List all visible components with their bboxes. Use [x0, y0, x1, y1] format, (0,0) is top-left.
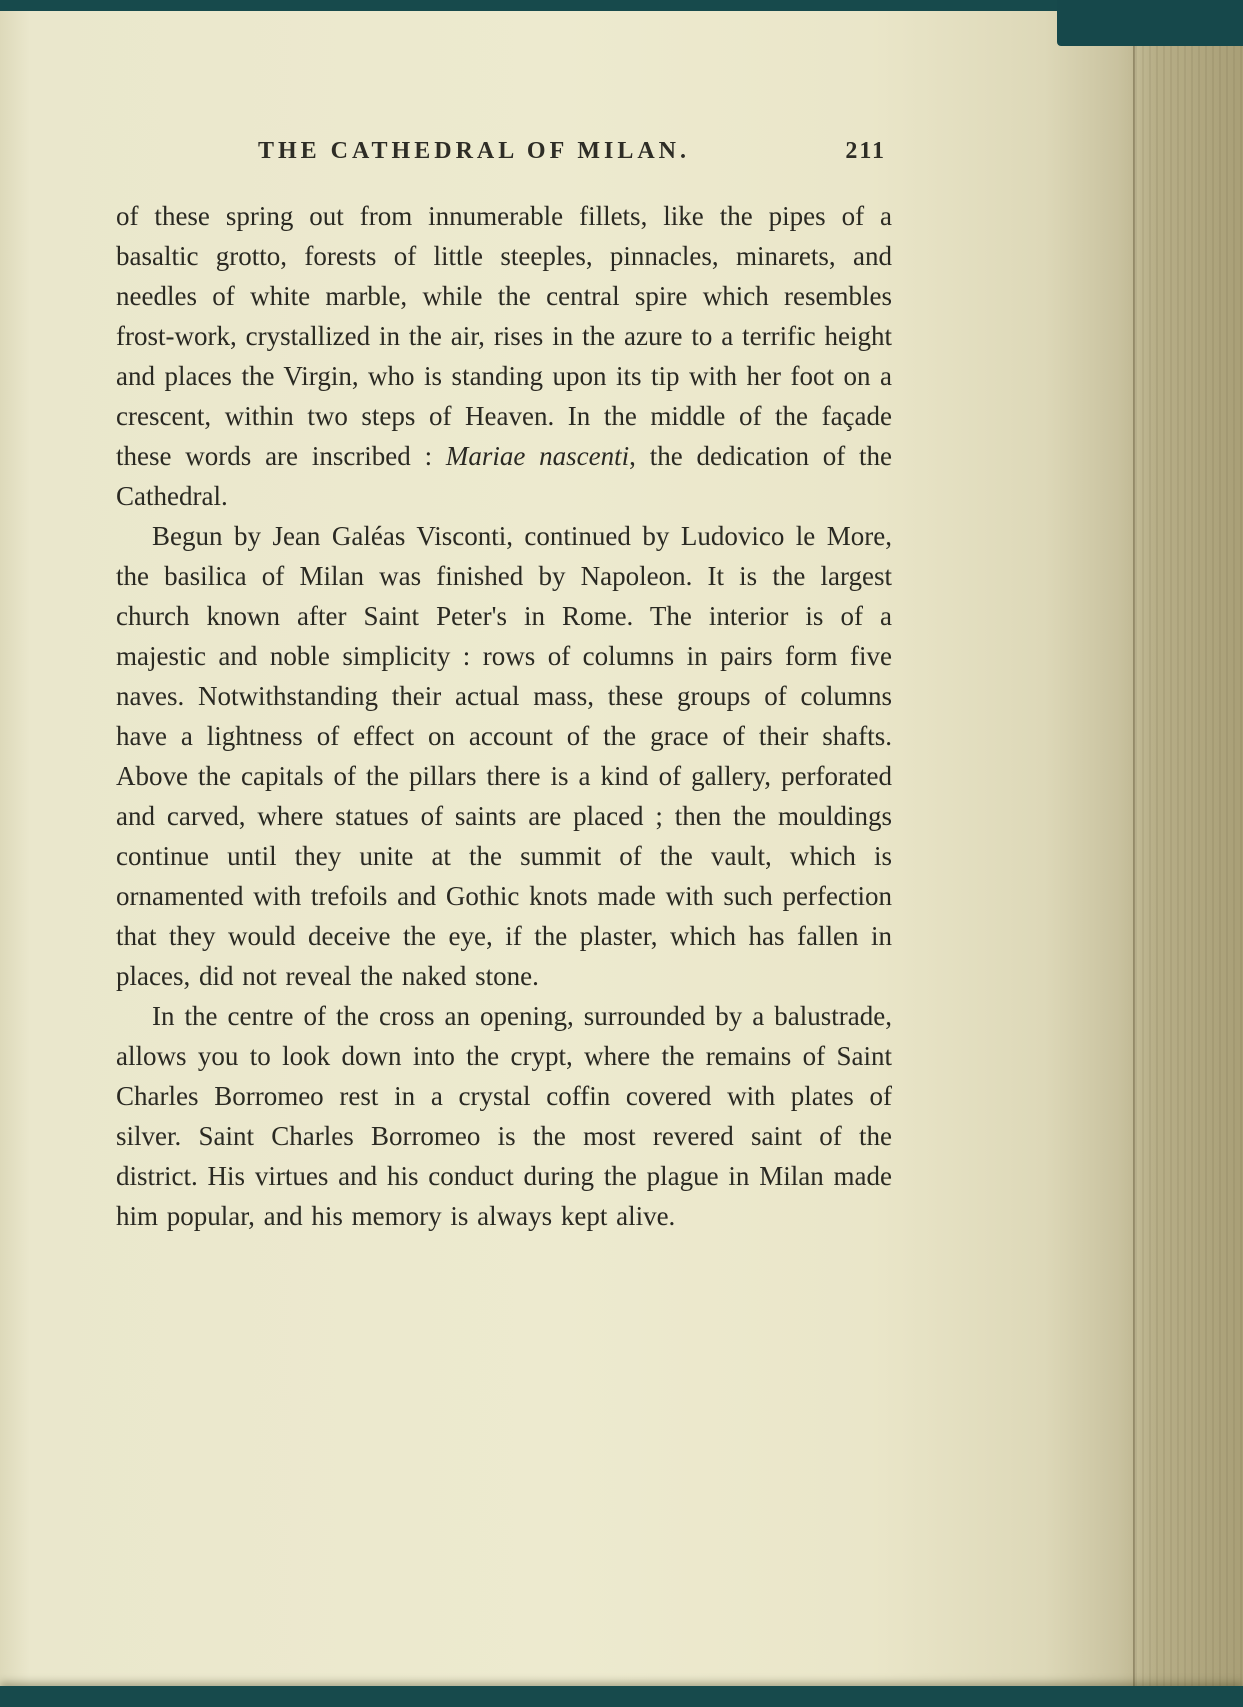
text-segment: In the centre of the cross an opening, surrounded by a balustrade, allows you to look down into the crypt, where the remains of Saint Charles Borromeo rest in a crystal coffin covered with plates of silver. Saint Charles Borromeo is the most revered saint of the district. His virtues and his conduct during the plague in Milan made him popular, and his memory is always kept alive.	[116, 1001, 892, 1231]
text-segment: Mariae nascenti	[445, 441, 630, 471]
text-segment: Begun by Jean Galéas Visconti, continued by Ludovico le More, the basilica of Milan was finished by Napoleon. It is the largest church known after Saint Peter's in Rome. The interior is of a majestic and noble simplicity : rows of columns in pairs form five naves. Notwithstanding their actual mass, these groups of columns have a lightness of effect on account of the grace of their shafts. Above the capitals of the pillars there is a kind of gallery, perforated and carved, where statues of saints are placed ; then the mouldings continue until they unite at the summit of the vault, which is ornamented with trefoils and Gothic knots made with such perfection that they would deceive the eye, if the plaster, which has fallen in places, did not reveal the naked stone.	[116, 521, 892, 991]
page-body	[116, 196, 892, 1236]
paragraph	[116, 196, 892, 516]
page-number: 211	[845, 138, 886, 164]
paragraph	[116, 516, 892, 996]
running-header	[116, 138, 892, 172]
binding-bottom-strip	[0, 1686, 1243, 1707]
page-title: THE CATHEDRAL OF MILAN.	[257, 138, 691, 164]
page-edge-band	[1133, 0, 1243, 1707]
text-segment: , the dedication of the Cathedral.	[116, 441, 893, 511]
binding-top-right-corner	[1057, 0, 1243, 46]
paragraph	[116, 996, 892, 1236]
page-content	[116, 138, 892, 1236]
text-segment: of these spring out from innumerable fillets, like the pipes of a basaltic grotto, forests of little steeples, pinnacles, minarets, and needles of white marble, while the central spire which resembles frost-work, crystallized in the air, rises in the azure to a terrific height and places the Virgin, who is standing upon its tip with her foot on a crescent, within two steps of Heaven. In the middle of the façade these words are inscribed :	[116, 201, 892, 471]
